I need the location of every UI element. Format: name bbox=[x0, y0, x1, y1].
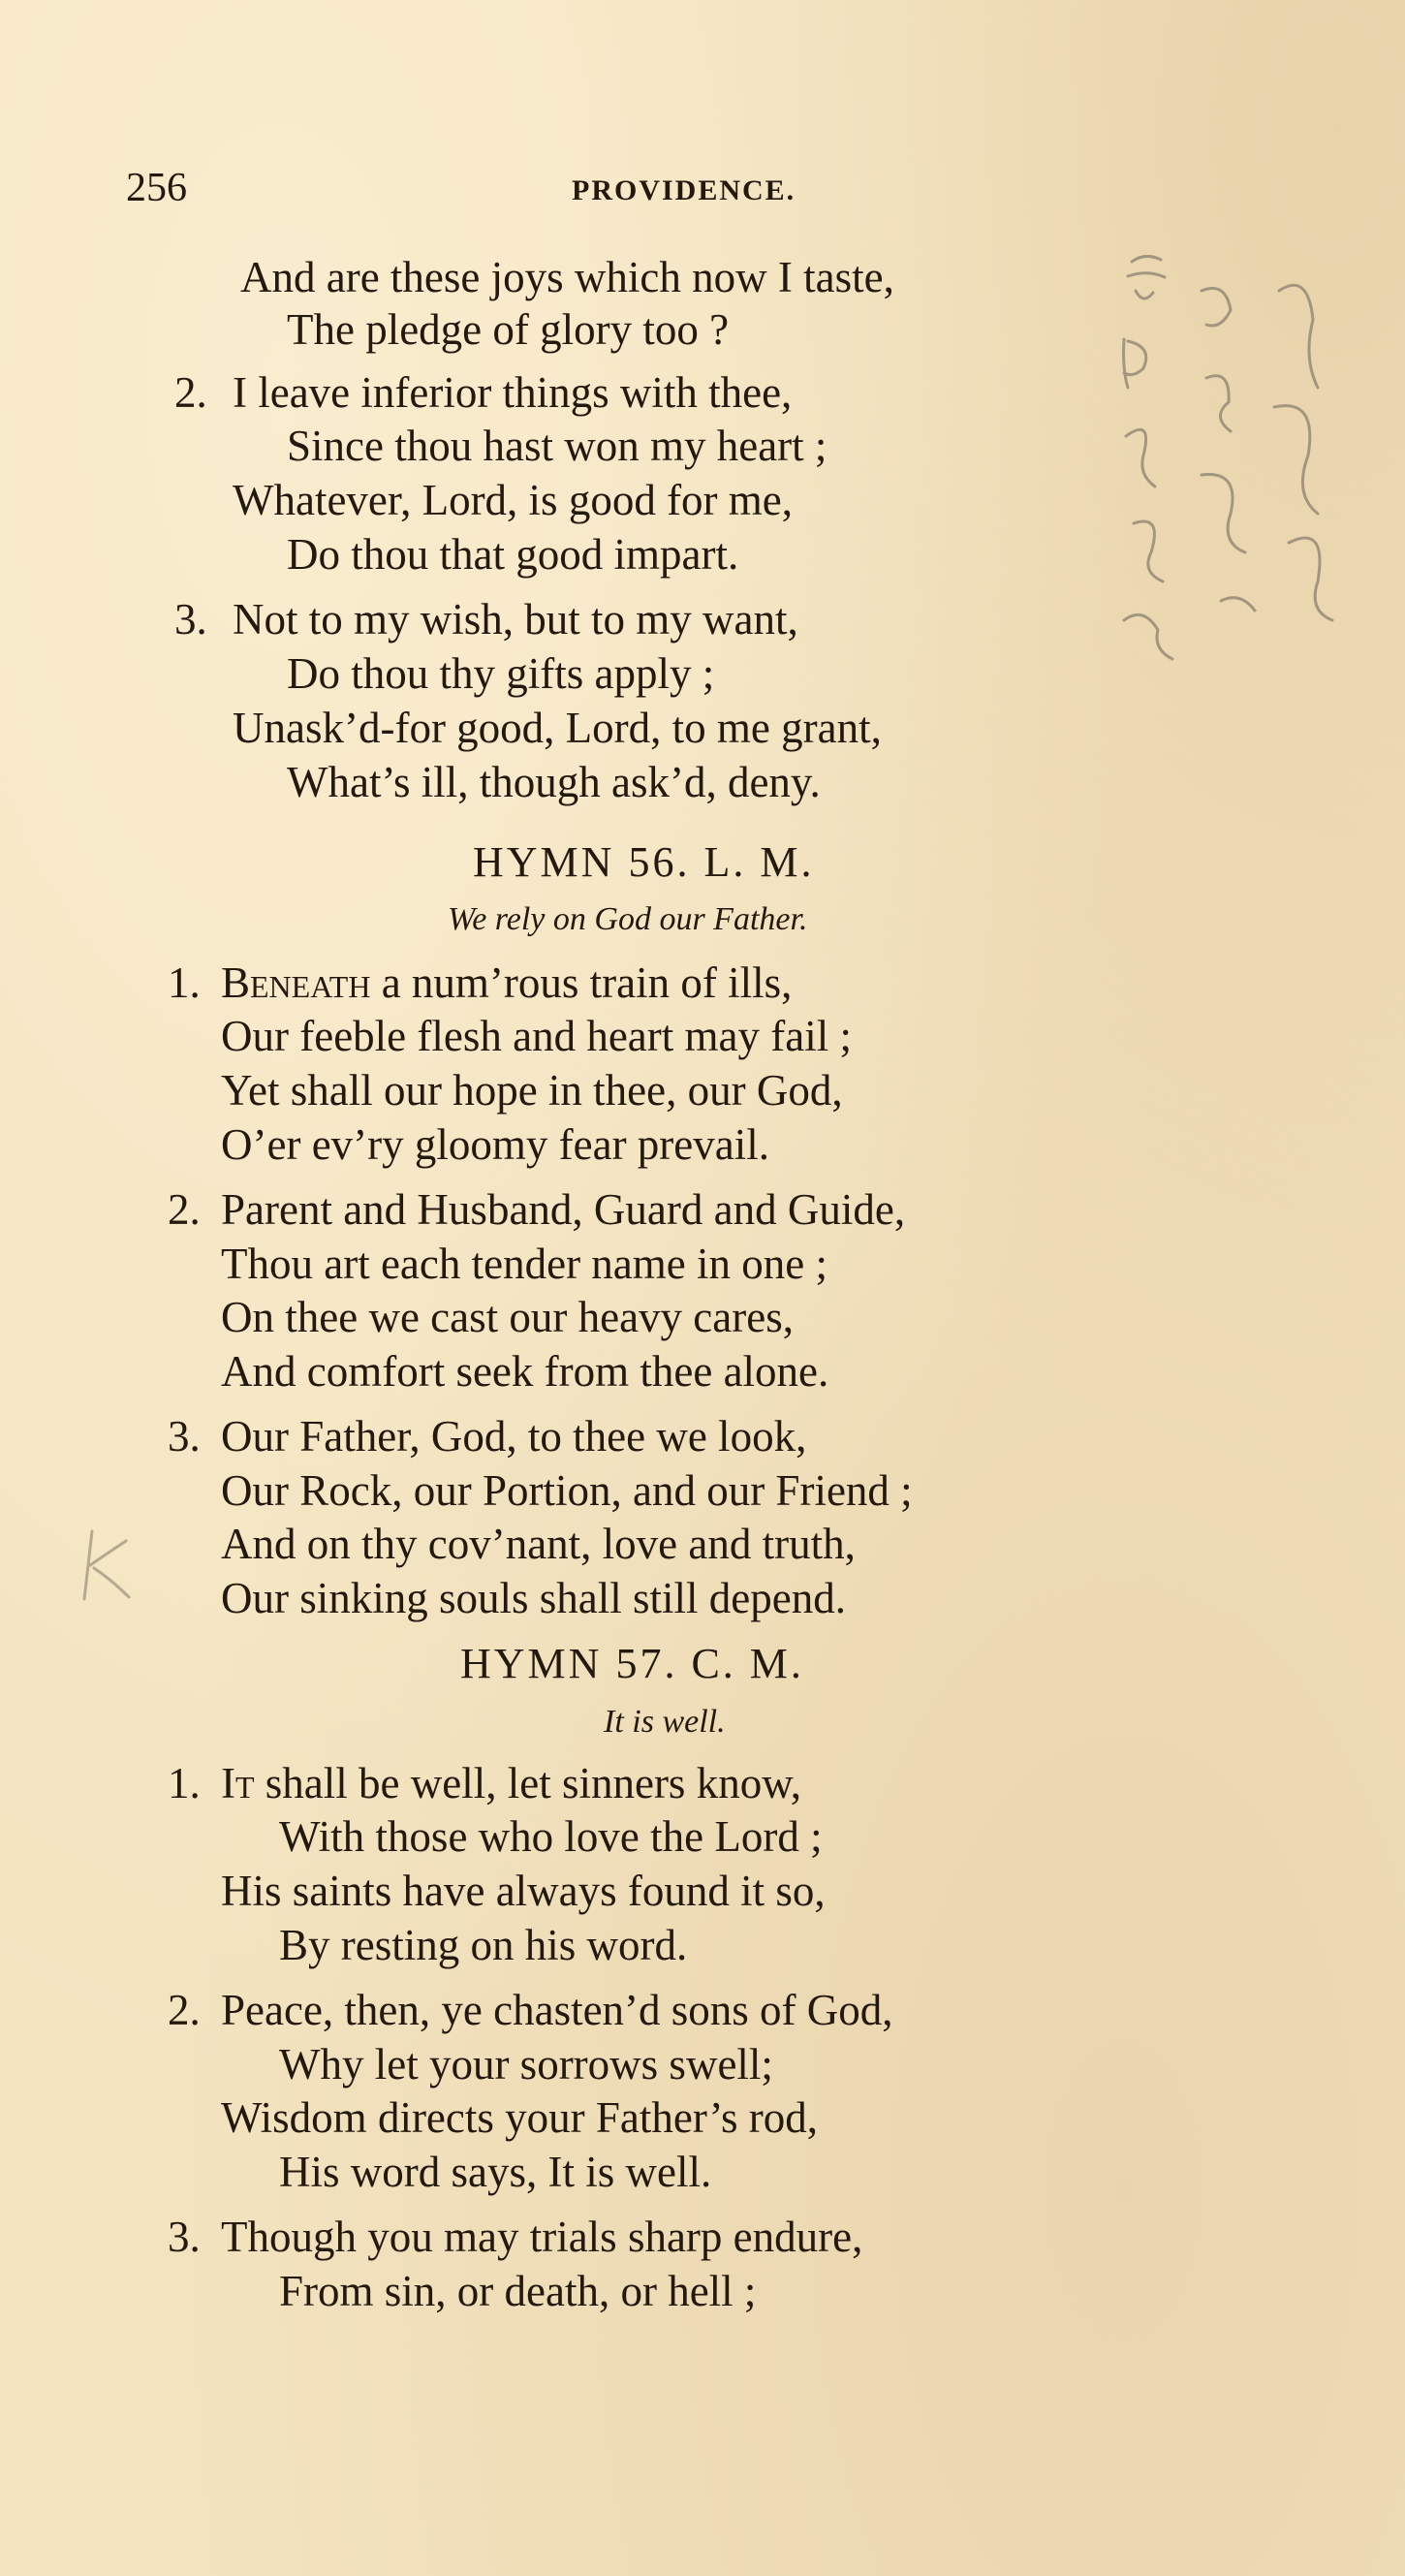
verse-line: His word says, It is well. bbox=[279, 2148, 712, 2196]
verse-line: I leave inferior things with thee, bbox=[233, 368, 793, 417]
verse-line: Though you may trials sharp endure, bbox=[221, 2213, 863, 2261]
verse-line: Wisdom directs your Father’s rod, bbox=[221, 2093, 819, 2142]
hymn-subtitle: We rely on God our Father. bbox=[448, 901, 808, 937]
hymn-title: HYMN 57. C. M. bbox=[460, 1640, 804, 1687]
verse-line: Our sinking souls shall still depend. bbox=[221, 1574, 846, 1622]
initial-word: Beneath bbox=[221, 958, 371, 1007]
verse-line: With those who love the Lord ; bbox=[279, 1812, 823, 1861]
verse-line: Whatever, Lord, is good for me, bbox=[233, 476, 794, 524]
verse-line: Do thou thy gifts apply ; bbox=[287, 649, 715, 698]
verse-line: Not to my wish, but to my want, bbox=[233, 595, 798, 644]
pencil-mark bbox=[73, 1522, 140, 1609]
pencil-marginalia bbox=[1085, 233, 1376, 737]
stanza-number: 3. bbox=[168, 2213, 201, 2261]
verse-line: Thou art each tender name in one ; bbox=[221, 1240, 827, 1288]
stanza-number: 1. bbox=[168, 1759, 201, 1807]
verse-line bbox=[221, 1759, 802, 1807]
verse-line: Yet shall our hope in thee, our God, bbox=[221, 1066, 843, 1115]
verse-line: Since thou hast won my heart ; bbox=[287, 422, 827, 470]
verse-line: Unask’d-for good, Lord, to me grant, bbox=[233, 704, 882, 752]
verse-line: By resting on his word. bbox=[279, 1921, 688, 1969]
page-number: 256 bbox=[126, 166, 187, 210]
verse-line-rest: shall be well, let sinners know, bbox=[254, 1759, 802, 1807]
verse-line-rest: a num’rous train of ills, bbox=[370, 958, 793, 1007]
stanza-number: 3. bbox=[168, 1412, 201, 1461]
verse-line: Why let your sorrows swell; bbox=[279, 2040, 773, 2089]
hymn-subtitle: It is well. bbox=[604, 1704, 726, 1740]
initial-word: It bbox=[221, 1759, 255, 1807]
verse-line: His saints have always found it so, bbox=[221, 1867, 826, 1915]
stanza-number: 2. bbox=[174, 368, 207, 417]
verse-line: From sin, or death, or hell ; bbox=[279, 2267, 757, 2315]
verse-line: The pledge of glory too ? bbox=[287, 305, 730, 354]
verse-line: Our Father, God, to thee we look, bbox=[221, 1412, 807, 1461]
verse-line: Peace, then, ye chasten’d sons of God, bbox=[221, 1986, 893, 2034]
stanza-number: 2. bbox=[168, 1986, 201, 2034]
verse-line: O’er ev’ry gloomy fear prevail. bbox=[221, 1120, 769, 1169]
stanza-number: 2. bbox=[168, 1185, 201, 1234]
verse-line: Do thou that good impart. bbox=[287, 530, 739, 579]
verse-line: And on thy cov’nant, love and truth, bbox=[221, 1520, 856, 1568]
stanza-number: 1. bbox=[168, 958, 201, 1007]
verse-line: On thee we cast our heavy cares, bbox=[221, 1293, 794, 1341]
verse-line: Our Rock, our Portion, and our Friend ; bbox=[221, 1466, 913, 1515]
verse-line: Our feeble flesh and heart may fail ; bbox=[221, 1012, 852, 1060]
verse-line: What’s ill, though ask’d, deny. bbox=[287, 758, 821, 806]
verse-line bbox=[221, 958, 793, 1007]
hymn-title: HYMN 56. L. M. bbox=[473, 838, 815, 886]
verse-line: And comfort seek from thee alone. bbox=[221, 1347, 829, 1396]
verse-line: And are these joys which now I taste, bbox=[240, 253, 894, 301]
running-head: PROVIDENCE. bbox=[572, 174, 796, 206]
verse-line: Parent and Husband, Guard and Guide, bbox=[221, 1185, 906, 1234]
stanza-number: 3. bbox=[174, 595, 207, 644]
page-header bbox=[0, 165, 1405, 213]
